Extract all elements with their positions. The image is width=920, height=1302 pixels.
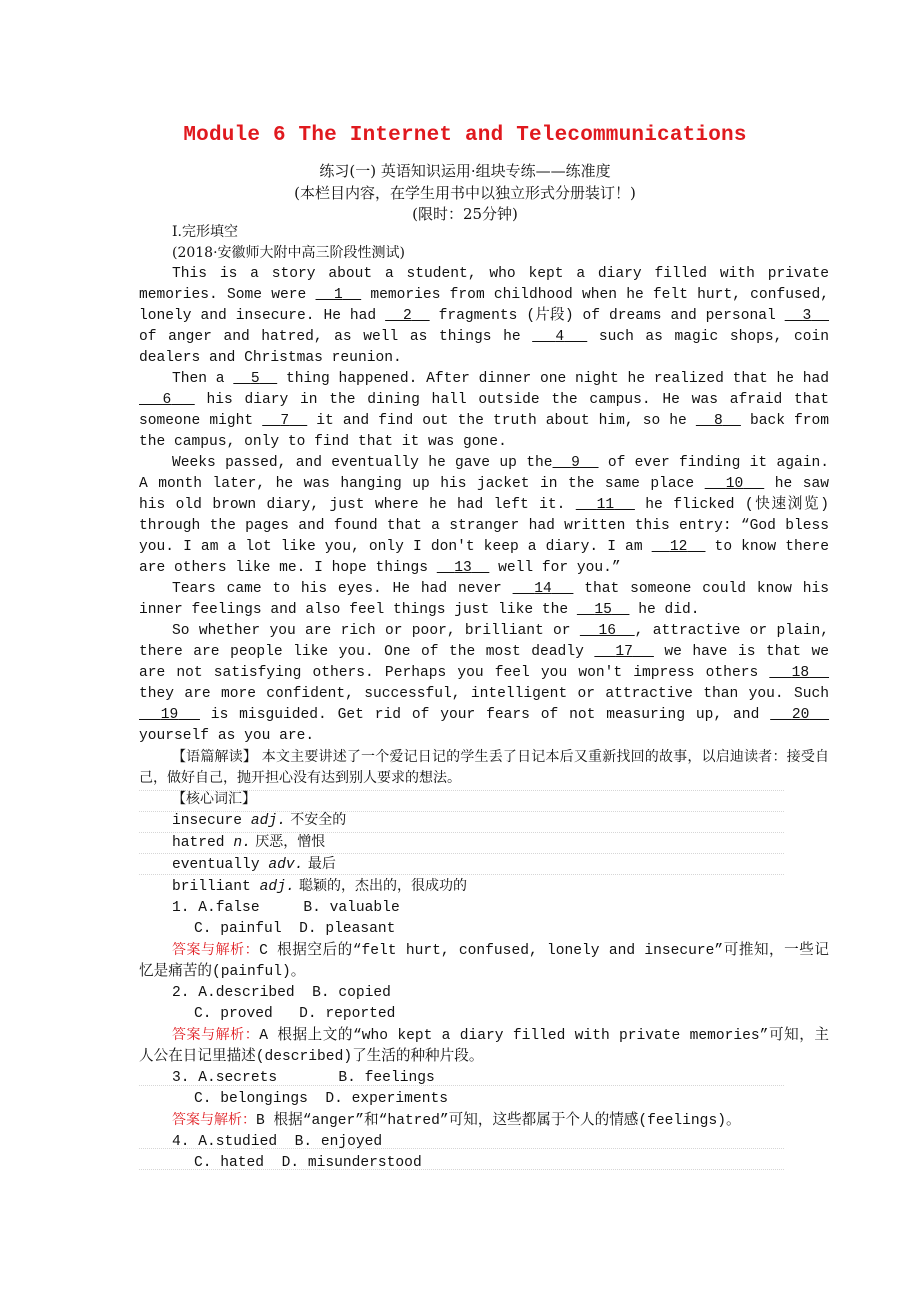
blank-6: 6 — [162, 392, 172, 408]
passage-paragraph: Tears came to his eyes. He had never 14 that someone could know his inner feelings and also feel things just like the 15 he did. — [139, 581, 829, 618]
question-options: C. proved D. reported — [194, 1006, 396, 1022]
passage-paragraph: So whether you are rich or poor, brilliant or 16 , attractive or plain, there are people like you. One of the most deadly 17 we have is that we are not satisfying others. Perhaps you feel you won't impress others 18 they are more confident, successful, intelligent or attractive than you. Such 19 is misguided. Get rid of your fears of not measuring up, and 20 yourself as you are. — [139, 623, 830, 744]
blank-4: 4 — [555, 329, 565, 345]
answer-explanation: 答案与解析：C 根据空后的“felt hurt, confused, lonely and insecure”可推知，一些记忆是痛苦的(painful)。 — [139, 942, 830, 980]
passage-paragraph: This is a story about a student, who kept a diary filled with private memories. Some were 1 memories from childhood when he felt hurt, confused, lonely and insecure. He had 2 fragments (片段) of dreams and personal 3 of anger and hatred, as well as things he 4 such as magic shops, coin dealers and Christmas reunion. — [139, 266, 830, 366]
vocab-item: hatred n. 厌恶，憎恨 — [172, 834, 326, 851]
question-options: C. belongings D. experiments — [194, 1091, 448, 1107]
vocab-item: eventually adv. 最后 — [172, 856, 336, 873]
passage-analysis: 【语篇解读】 本文主要讲述了一个爱记日记的学生丢了日记本后又重新找回的故事，以启迪读者：接受自己，做好自己，抛开担心没有达到别人要求的想法。 — [139, 749, 830, 786]
binding-note: (本栏目内容，在学生用书中以独立形式分册装订！) — [294, 184, 636, 202]
blank-7: 7 — [280, 413, 290, 429]
blank-12: 12 — [669, 539, 688, 555]
blank-9: 9 — [571, 455, 580, 471]
vocab-item: brilliant adj. 聪颖的，杰出的，很成功的 — [172, 878, 468, 895]
passage-paragraph: Then a 5 thing happened. After dinner one night he realized that he had 6 his diary in the dining hall outside the campus. He was afraid that someone might 7 it and find out the truth about him, so he 8 back from the campus, only to find that it was gone. — [139, 371, 830, 450]
blank-14: 14 — [534, 581, 552, 597]
blank-1: 1 — [333, 287, 343, 303]
blank-2: 2 — [403, 308, 412, 324]
question-options: 3. A.secrets B. feelings — [172, 1070, 435, 1086]
question-options: C. painful D. pleasant — [194, 921, 396, 937]
blank-18: 18 — [791, 665, 810, 681]
exercise-subtitle: 练习(一) 英语知识运用·组块专练——练准度 — [319, 162, 611, 180]
blank-3: 3 — [802, 308, 812, 324]
blank-5: 5 — [250, 371, 260, 387]
section-heading: Ⅰ.完形填空 — [172, 224, 238, 240]
question-options: 1. A.false B. valuable — [172, 900, 400, 916]
blank-20: 20 — [791, 707, 810, 723]
answer-explanation: 答案与解析：A 根据上文的“who kept a diary filled with private memories”可知，主人公在日记里描述(described)了生活的种种片段。 — [139, 1027, 829, 1065]
question-options: 2. A.described B. copied — [172, 985, 391, 1001]
blank-15: 15 — [594, 602, 612, 618]
answer-explanation: 答案与解析：B 根据“anger”和“hatred”可知，这些都属于个人的情感(feelings)。 — [172, 1112, 741, 1129]
blank-13: 13 — [454, 560, 472, 576]
blank-10: 10 — [725, 476, 744, 492]
blank-19: 19 — [160, 707, 179, 723]
source-line: (2018·安徽师大附中高三阶段性测试) — [172, 245, 406, 261]
time-limit: (限时：25分钟) — [412, 205, 518, 223]
question-options: C. hated D. misunderstood — [194, 1155, 422, 1171]
blank-17: 17 — [615, 644, 633, 660]
blank-11: 11 — [596, 497, 615, 513]
vocab-item: insecure adj. 不安全的 — [172, 812, 347, 829]
content-body — [139, 222, 829, 1174]
page-title: Module 6 The Internet and Telecommunications — [183, 124, 747, 147]
blank-8: 8 — [714, 413, 723, 429]
passage-paragraph: Weeks passed, and eventually he gave up the 9 of ever finding it again. A month later, he was hanging up his jacket in the same place 10 he saw his old brown diary, just where he had left it. 11 he flicked (快速浏览) through the pages and found that a stranger had written this entry: “God bless you. I am a lot like you, only I don't keep a diary. I am 12 to know there are others like me. I hope things 13 well for you.” — [139, 455, 830, 576]
blank-16: 16 — [598, 623, 617, 639]
vocab-heading: 【核心词汇】 — [172, 791, 256, 807]
question-options: 4. A.studied B. enjoyed — [172, 1134, 383, 1150]
